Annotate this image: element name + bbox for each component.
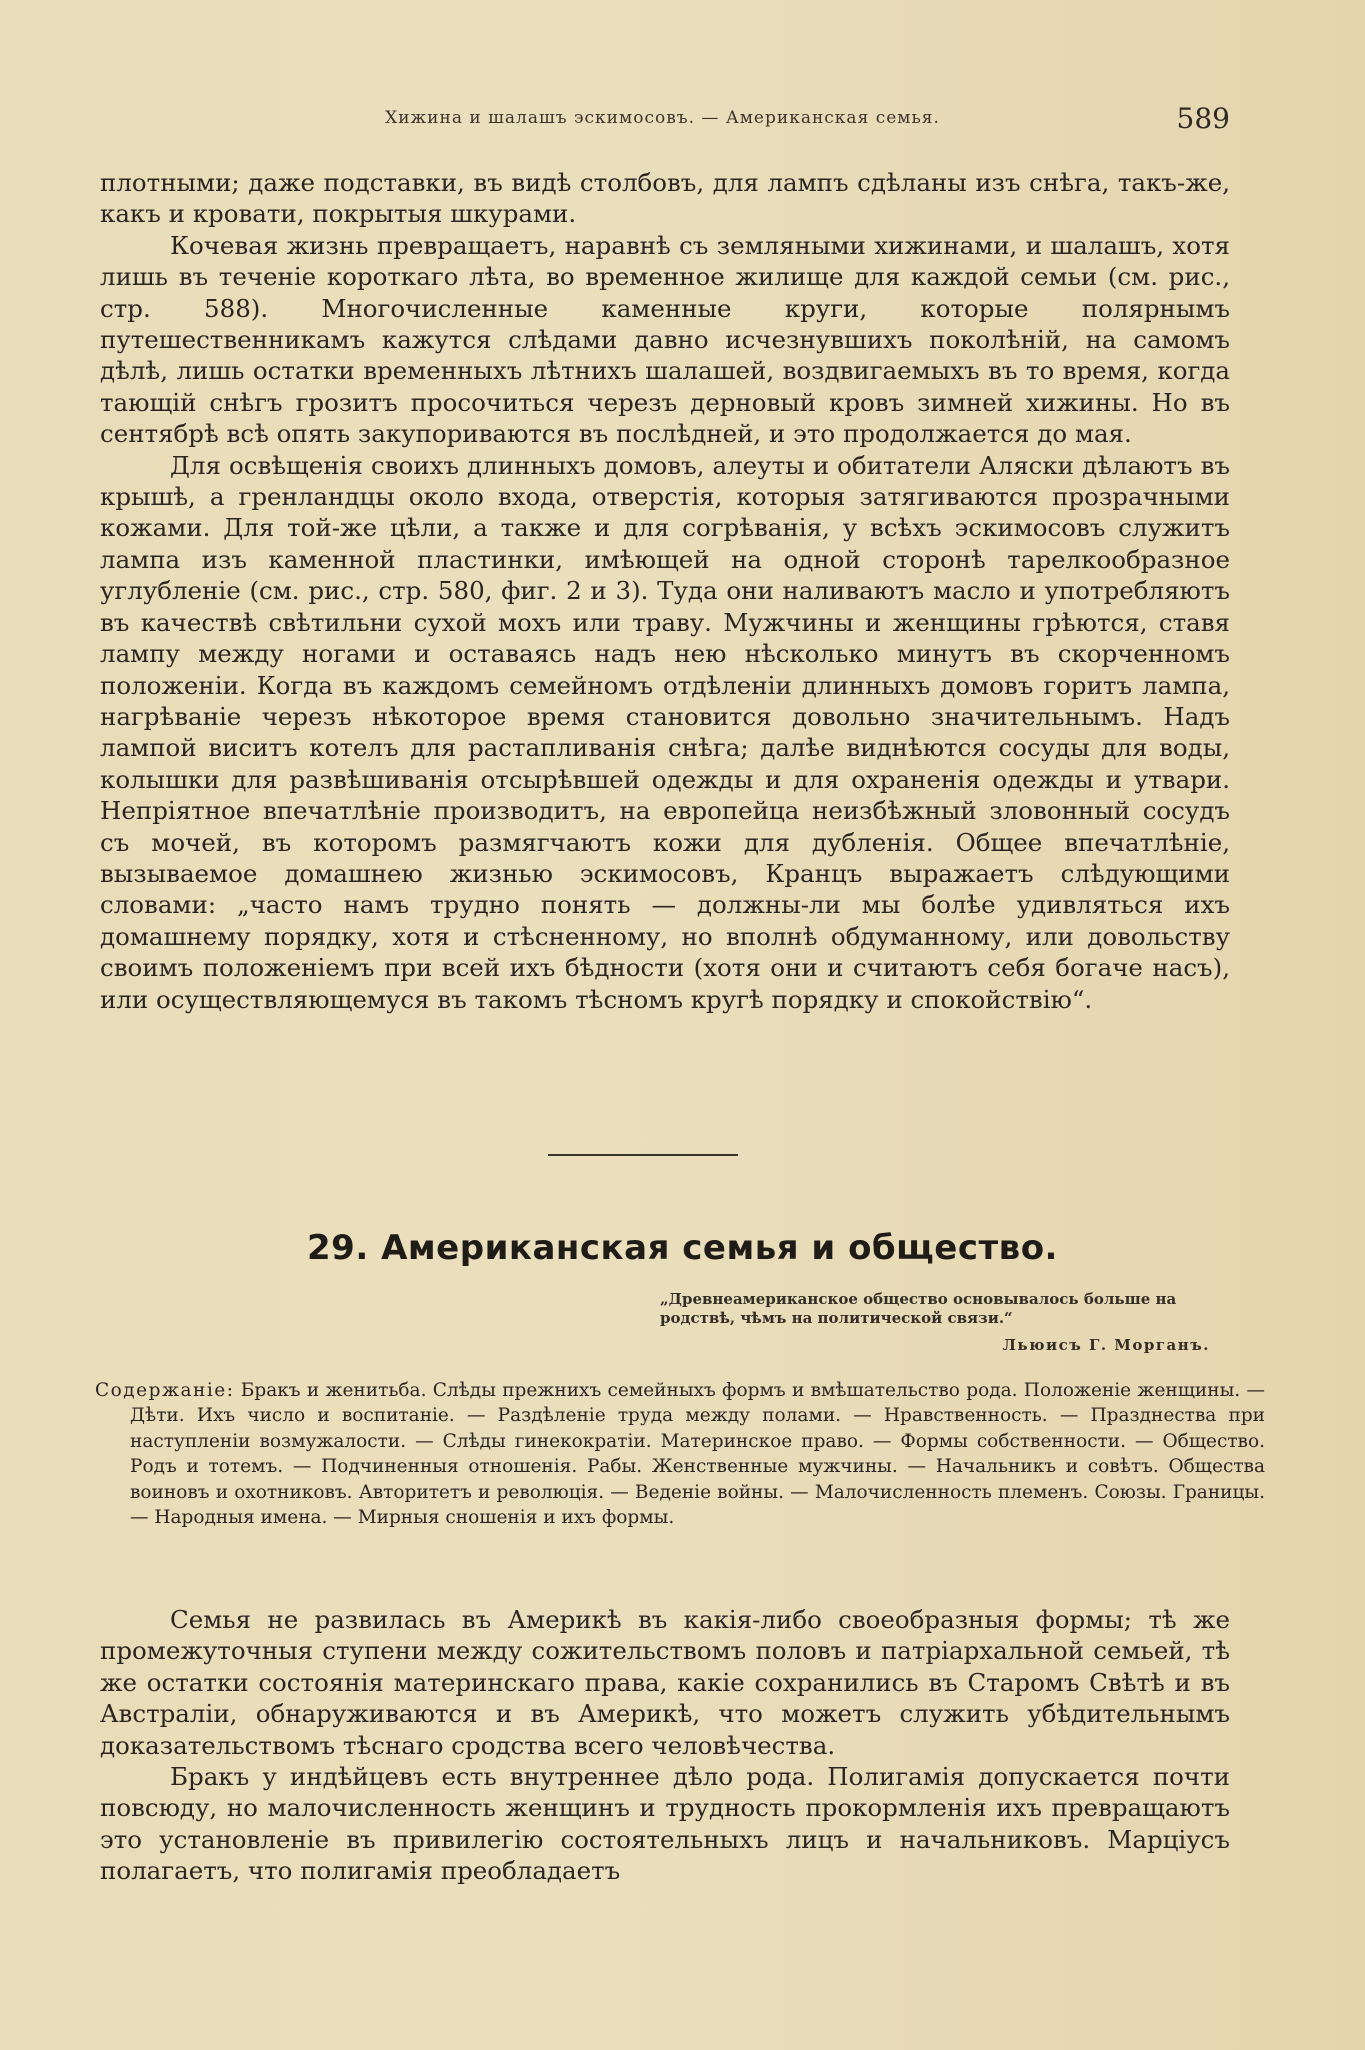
epigraph-quote: „Древнеамериканское общество основывалось больше на родствѣ, чѣмъ на политической связи.“ <box>660 1290 1177 1327</box>
paragraph: Бракъ у индѣйцевъ есть внутреннее дѣло рода. Полигамія допускается почти повсюду, но малочисленность женщинъ и трудность прокормленія ихъ превращаютъ это установленіе въ привилегію состоятельныхъ лицъ и начальниковъ. Марціусъ полагаетъ, что полигамія преобладаетъ <box>100 1762 1230 1886</box>
epigraph <box>660 1290 1240 1355</box>
section-divider <box>548 1154 738 1156</box>
paragraph: Семья не развилась въ Америкѣ въ какія-либо своеобразныя формы; тѣ же промежуточныя ступени между сожительствомъ половъ и патріархальной семьей, тѣ же остатки состоянія материнскаго права, какіе сохранились въ Старомъ Свѣтѣ и въ Австраліи, обнаруживаются и въ Америкѣ, что можетъ служить убѣдительнымъ доказательствомъ тѣснаго сродства всего человѣчества. <box>100 1605 1230 1760</box>
page-number: 589 <box>1176 102 1230 135</box>
paragraph: Для освѣщенія своихъ длинныхъ домовъ, алеуты и обитатели Аляски дѣлаютъ въ крышѣ, а гренландцы около входа, отверстія, которыя затягиваются прозрачными кожами. Для той-же цѣли, а также и для согрѣванія, у всѣхъ эскимосовъ служитъ лампа изъ каменной пластинки, имѣющей на одной сторонѣ тарелкообразное углубленіе (см. рис., стр. 580, фиг. 2 и 3). Туда они наливаютъ масло и употребляютъ въ качествѣ свѣтильни сухой мохъ или траву. Мужчины и женщины грѣются, ставя лампу между ногами и оставаясь надъ нею нѣсколько минутъ въ скорченномъ положеніи. Когда въ каждомъ семейномъ отдѣленіи длинныхъ домовъ горитъ лампа, нагрѣваніе черезъ нѣкоторое время становится довольно значительнымъ. Надъ лампой виситъ котелъ для растапливанія снѣга; далѣе виднѣются сосуды для воды, колышки для развѣшиванія отсырѣвшей одежды и для охраненія одежды и утвари. Непріятное впечатлѣніе производитъ, на европейца неизбѣжный зловонный сосудъ съ мочей, въ которомъ размягчаютъ кожи для дубленія. Общее впечатлѣніе, вызываемое домашнею жизнью эскимосовъ, Кранцъ выражаетъ слѣдующими словами: „часто намъ трудно понять — должны-ли мы болѣе удивляться ихъ домашнему порядку, хотя и стѣсненному, но вполнѣ обдуманному, или довольству своимъ положеніемъ при всей ихъ бѣдности (хотя они и считаютъ себя богаче насъ), или осуществляющемуся въ такомъ тѣсномъ кругѣ порядку и спокойствію“. <box>100 450 1230 1014</box>
text-block-bottom <box>100 1604 1230 1887</box>
running-title: Хижина и шалашъ эскимосовъ. — Американская семья. <box>385 108 940 128</box>
chapter-title: 29. Американская семья и общество. <box>307 1228 1058 1268</box>
text-block-top <box>100 167 1230 1015</box>
chapter-contents <box>95 1378 1265 1530</box>
paragraph: Кочевая жизнь превращаетъ, наравнѣ съ земляными хижинами, и шалашъ, хотя лишь въ теченіе короткаго лѣта, во временное жилище для каждой семьи (см. рис., стр. 588). Многочисленные каменные круги, которые полярнымъ путешественникамъ кажутся слѣдами давно исчезнувшихъ поколѣній, на самомъ дѣлѣ, лишь остатки временныхъ лѣтнихъ шалашей, воздвигаемыхъ въ то время, когда тающій снѣгъ грозитъ просочиться черезъ дерновый кровъ зимней хижины. Но въ сентябрѣ всѣ опять закупориваются въ послѣдней, и это продолжается до мая. <box>100 230 1230 449</box>
page-header <box>95 102 1230 136</box>
paragraph: плотными; даже подставки, въ видѣ столбовъ, для лампъ сдѣланы изъ снѣга, такъ-же, какъ и кровати, покрытыя шкурами. <box>100 168 1230 229</box>
contents-label: Содержаніе: <box>95 1380 235 1401</box>
contents-text: Бракъ и женитьба. Слѣды прежнихъ семейныхъ формъ и вмѣшательство рода. Положеніе женщины. — Дѣти. Ихъ число и воспитаніе. — Раздѣленіе труда между полами. — Нравственность. — Празднества при наступленіи возмужалости. — Слѣды гинекократіи. Материнское право. — Формы собственности. — Общество. Родъ и тотемъ. — Подчиненныя отношенія. Рабы. Женственные мужчины. — Начальникъ и совѣтъ. Общества воиновъ и охотниковъ. Авторитетъ и революція. — Веденіе войны. — Малочисленность племенъ. Союзы. Границы. — Народныя имена. — Мирныя сношенія и ихъ формы. <box>130 1380 1265 1529</box>
epigraph-author: Льюисъ Г. Морганъ. <box>1002 1336 1210 1354</box>
